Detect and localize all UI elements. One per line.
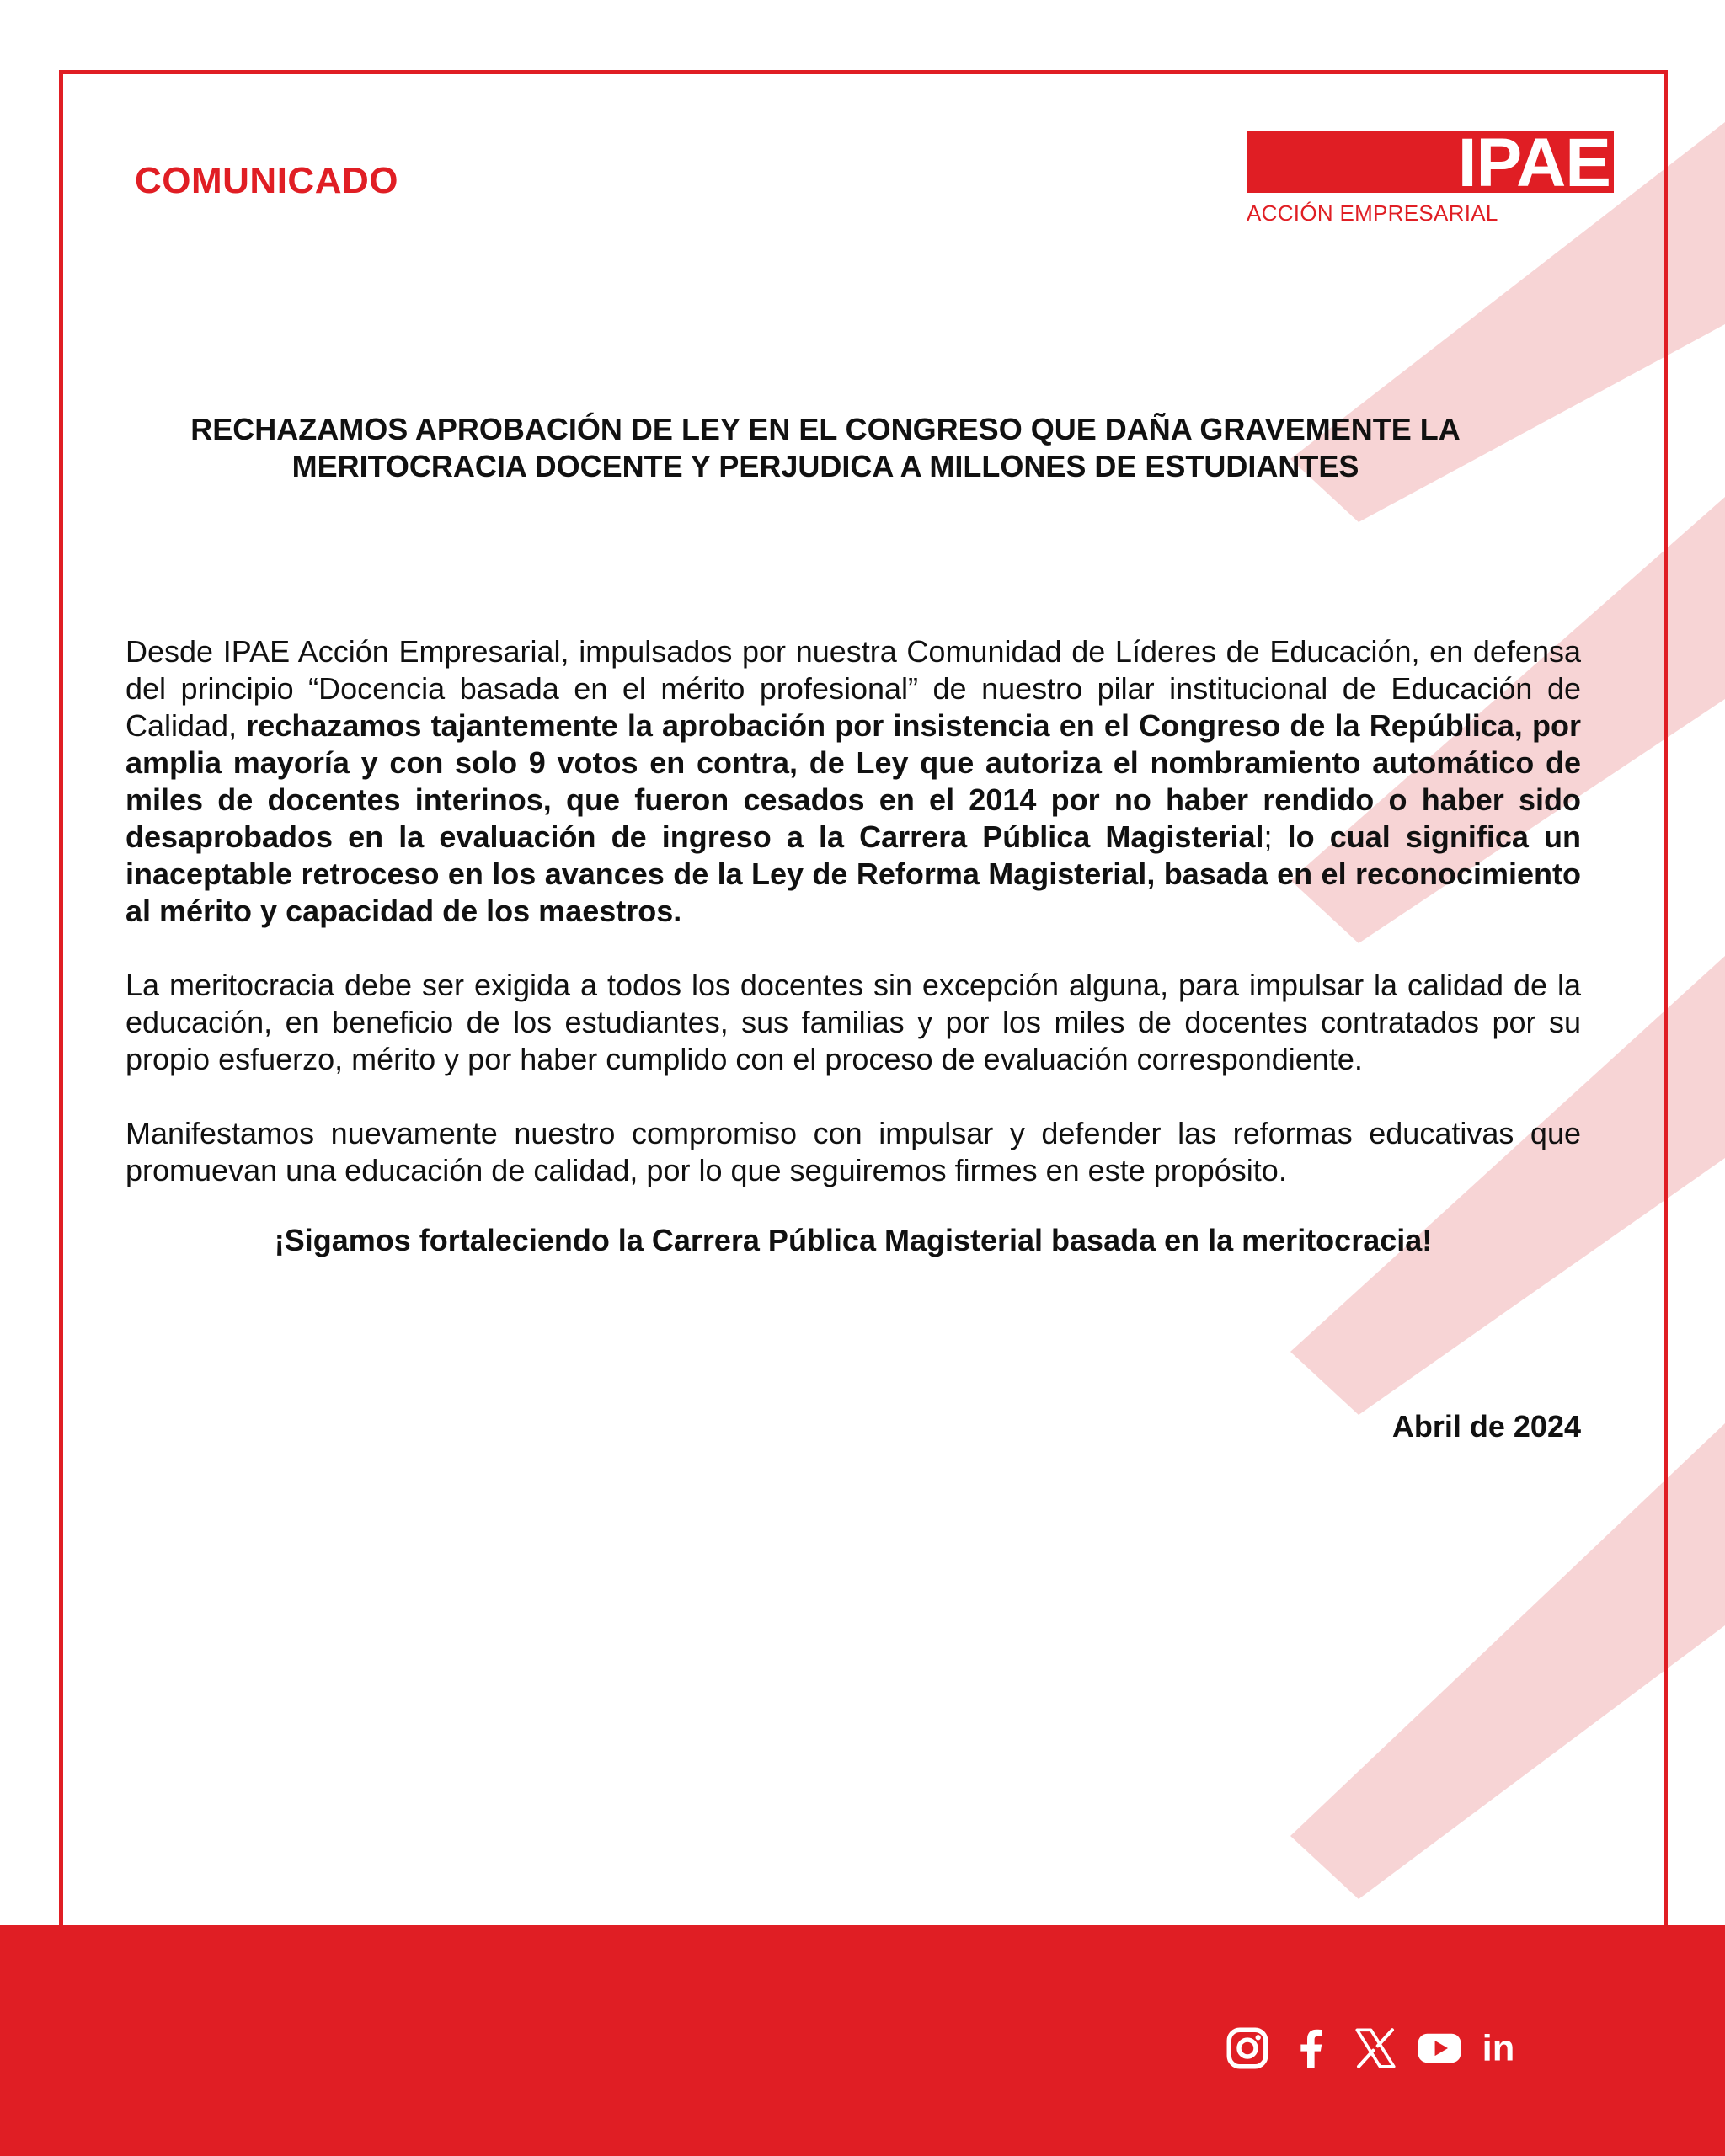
headline-line-2: MERITOCRACIA DOCENTE Y PERJUDICA A MILLONES DE ESTUDIANTES (291, 449, 1359, 483)
headline-line-1: RECHAZAMOS APROBACIÓN DE LEY EN EL CONGRESO QUE DAÑA GRAVEMENTE LA (190, 412, 1461, 446)
paragraph-1-separator: ; (1263, 819, 1288, 854)
linkedin-icon[interactable] (1479, 2024, 1528, 2073)
body-text (126, 633, 1581, 1226)
paragraph-1-intro: Desde IPAE Acción Empresarial, impulsados por nuestra Comunidad de Líderes de Educación, en defensa del principio “Docencia basada en el mérito profesional” de nuestro pilar institucional de Educación de Calidad, (126, 634, 1581, 743)
paragraph-3: Manifestamos nuevamente nuestro compromiso con impulsar y defender las reformas educativas que promuevan una educación de calidad, por lo que seguiremos firmes en este propósito. (126, 1116, 1581, 1187)
paragraph-2: La meritocracia debe ser exigida a todos los docentes sin excepción alguna, para impulsar la calidad de la educación, en beneficio de los estudiantes, sus familias y por los miles de docentes contratados por su propio esfuerzo, mérito y por haber cumplido con el proceso de evaluación correspondiente. (126, 968, 1581, 1076)
logo-subtitle: ACCIÓN EMPRESARIAL (1247, 200, 1498, 226)
headline (118, 411, 1533, 485)
paragraph-1 (126, 633, 1581, 930)
linkedin-label: in (1482, 2028, 1515, 2069)
document-date: Abril de 2024 (1391, 1409, 1581, 1444)
logo-wordmark: IPAE (1457, 125, 1610, 201)
ipae-logo (1247, 125, 1614, 201)
closing-statement: ¡Sigamos fortaleciendo la Carrera Pública Magisterial basada en la meritocracia! (274, 1223, 1433, 1257)
social-links (1223, 2021, 1528, 2075)
x-icon[interactable] (1351, 2024, 1400, 2073)
paragraph-1-emphasis-a: rechazamos tajantemente la aprobación por insistencia en el Congreso de la República, por amplia mayoría y con solo 9 votos en contra, de Ley que autoriza el nombramiento automático de miles de docentes interinos, que fueron cesados en el 2014 por no haber rendido o haber sido desaprobados en la evaluación de ingreso a la Carrera Pública Magisterial (126, 708, 1581, 854)
document-label: COMUNICADO (135, 160, 398, 201)
youtube-icon[interactable] (1415, 2024, 1464, 2073)
paragraph-1-emphasis-b: lo cual significa un inaceptable retroceso en los avances de la Ley de Reforma Magisterial, basada en el reconocimiento al mérito y capacidad de los maestros. (126, 819, 1581, 928)
instagram-icon[interactable] (1223, 2024, 1272, 2073)
facebook-icon[interactable] (1287, 2024, 1336, 2073)
